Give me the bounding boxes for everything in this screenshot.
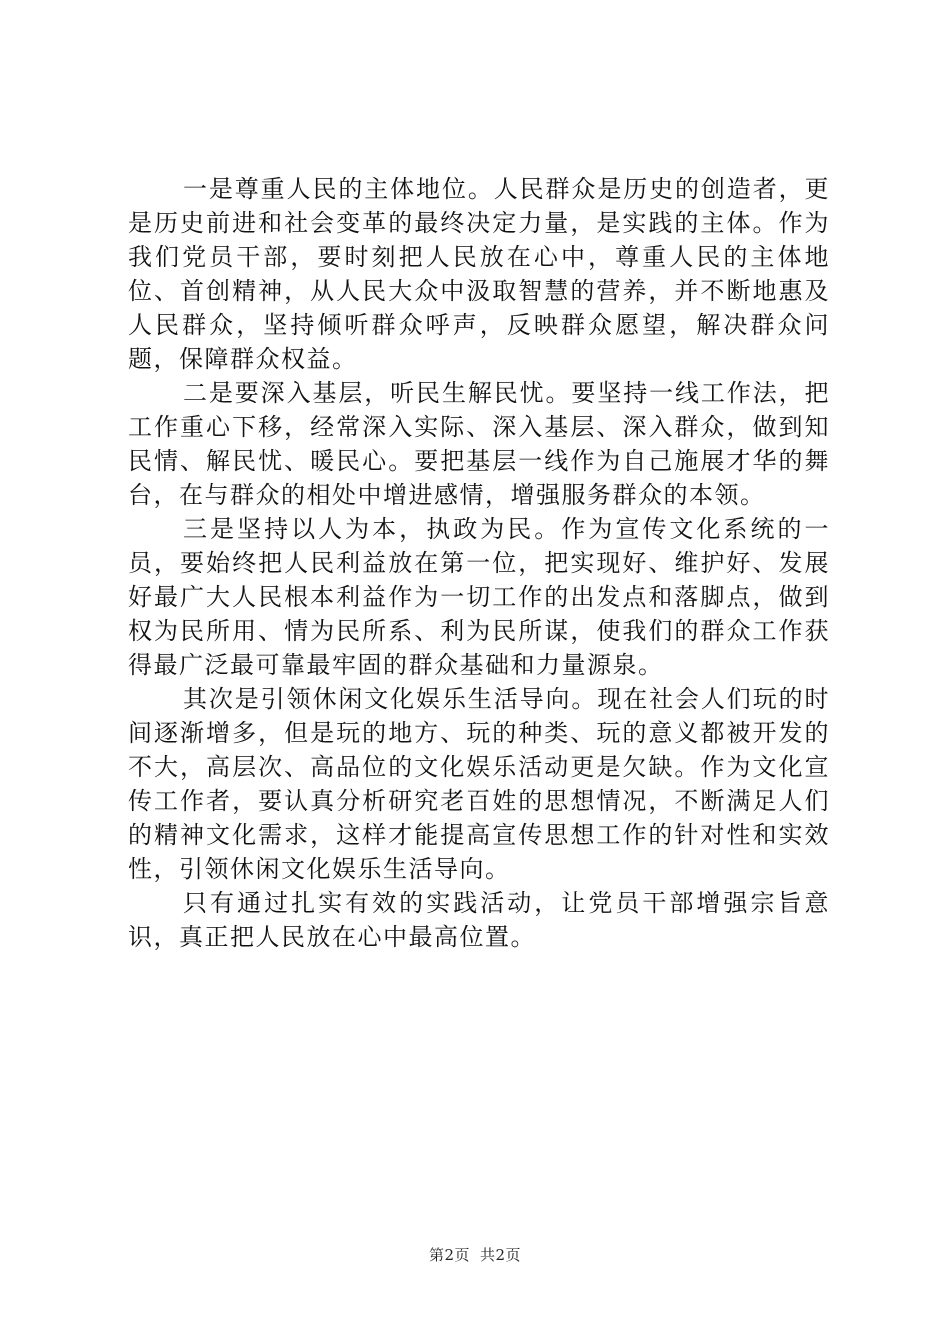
paragraph-conclusion: 只有通过扎实有效的实践活动，让党员干部增强宗旨意识，真正把人民放在心中最高位置。 (128, 889, 830, 951)
paragraph-respect-people: 一是尊重人民的主体地位。人民群众是历史的创造者，更是历史前进和社会变革的最终决定力量，是实践的主体。作为我们党员干部，要时刻把人民放在心中，尊重人民的主体地位、首创精神，从人民大众中汲取智慧的营养，并不断地惠及人民群众，坚持倾听群众呼声，反映群众愿望，解决群众问题，保障群众权益。 (128, 175, 830, 373)
page-footer (0, 1244, 950, 1265)
paragraph-people-oriented: 三是坚持以人为本，执政为民。作为宣传文化系统的一员，要始终把人民利益放在第一位，把实现好、维护好、发展好最广大人民根本利益作为一切工作的出发点和落脚点，做到权为民所用、情为民所系、利为民所谋，使我们的群众工作获得最广泛最可靠最牢固的群众基础和力量源泉。 (128, 515, 830, 679)
document-body (128, 172, 830, 954)
page-total: 共2页 (480, 1246, 522, 1264)
paragraph-grassroots: 二是要深入基层，听民生解民忧。要坚持一线工作法，把工作重心下移，经常深入实际、深入基层、深入群众，做到知民情、解民忧、暖民心。要把基层一线作为自己施展才华的舞台，在与群众的相处中增进感情，增强服务群众的本领。 (128, 379, 830, 509)
paragraph-leisure-culture: 其次是引领休闲文化娱乐生活导向。现在社会人们玩的时间逐渐增多，但是玩的地方、玩的种类、玩的意义都被开发的不大，高层次、高品位的文化娱乐活动更是欠缺。作为文化宣传工作者，要认真分析研究老百姓的思想情况，不断满足人们的精神文化需求，这样才能提高宣传思想工作的针对性和实效性，引领休闲文化娱乐生活导向。 (128, 685, 830, 883)
page-number: 第2页 (428, 1246, 470, 1264)
